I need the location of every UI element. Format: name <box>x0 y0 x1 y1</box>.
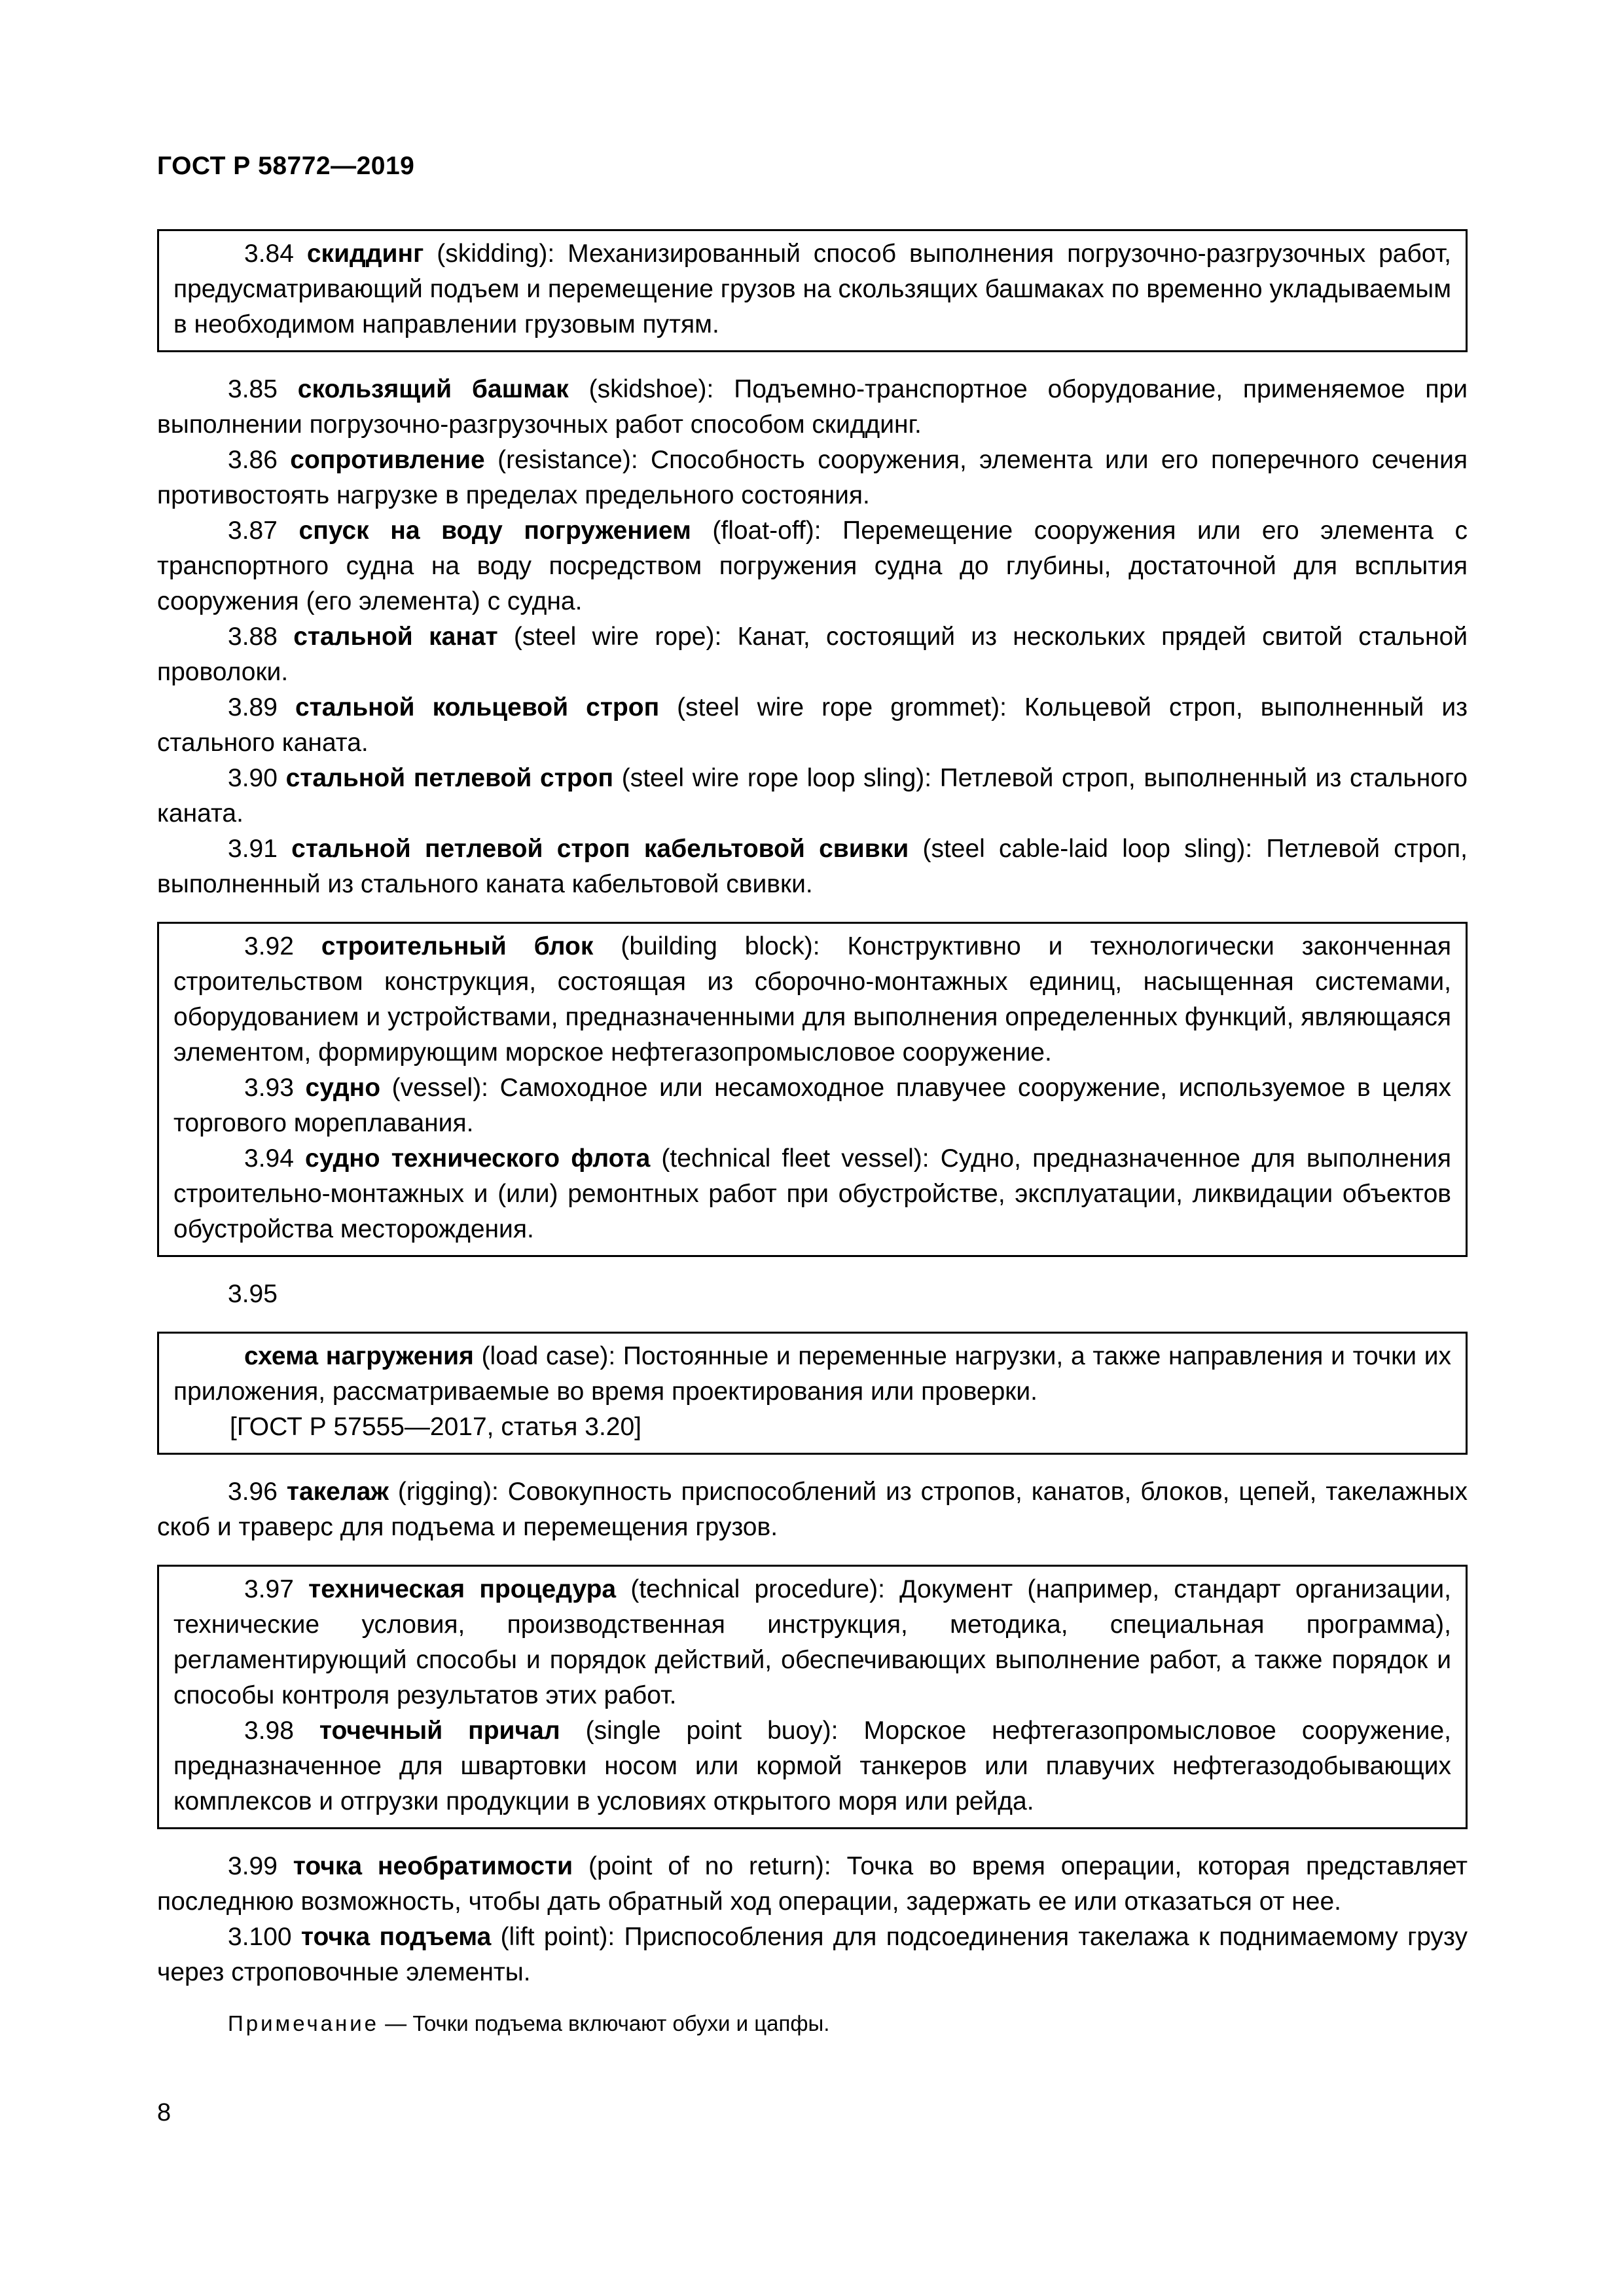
term-title: сопротивление <box>290 446 485 474</box>
term-3-95-number: 3.95 <box>228 1280 278 1308</box>
plain-block-399-3100 <box>157 1849 1468 2039</box>
framed-block-392-394 <box>157 922 1468 1257</box>
term-title: скиддинг <box>306 240 424 268</box>
term-definition: (point of no return): Точка во время операции, которая представляет последнюю возможность, чтобы дать обратный ход операции, задержать ее или отказаться от нее. <box>157 1852 1468 1916</box>
term-3-100 <box>157 1920 1468 1990</box>
term-number: 3.92 <box>244 932 294 960</box>
term-3-95 <box>173 1339 1451 1410</box>
plain-block-396 <box>157 1474 1468 1545</box>
term-definition: (resistance): Способность сооружения, элемента или его поперечного сечения противостоять нагрузке в пределах предельного состояния. <box>157 446 1468 509</box>
term-number: 3.88 <box>228 623 278 651</box>
term-definition: (technical fleet vessel): Судно, предназначенное для выполнения строительно-монтажных и (или) ремонтных работ при обустройстве, эксплуатации, ликвидации объектов обустройства месторождения. <box>173 1144 1451 1243</box>
framed-block-395 <box>157 1332 1468 1455</box>
term-number: 3.84 <box>244 240 294 268</box>
term-number: 3.99 <box>228 1852 278 1880</box>
document-header: ГОСТ Р 58772—2019 <box>157 152 415 180</box>
framed-block-384 <box>157 229 1468 352</box>
term-definition: (steel wire rope loop sling): Петлевой строп, выполненный из стального каната. <box>157 764 1468 828</box>
term-title: точка необратимости <box>293 1852 573 1880</box>
term-3-86 <box>157 443 1468 513</box>
term-definition: (skidshoe): Подъемно-транспортное оборудование, применяемое при выполнении погрузочно-разгрузочных работ способом скиддинг. <box>157 375 1468 439</box>
term-number: 3.94 <box>244 1144 294 1173</box>
term-definition: (steel wire rope grommet): Кольцевой строп, выполненный из стального каната. <box>157 693 1468 757</box>
term-number: 3.89 <box>228 693 278 721</box>
term-reference: [ГОСТ Р 57555—2017, статья 3.20] <box>230 1413 641 1441</box>
note-label: Примечание <box>228 2011 380 2035</box>
term-3-96 <box>157 1474 1468 1545</box>
term-title: стальной петлевой строп <box>285 764 614 792</box>
term-3-89 <box>157 690 1468 761</box>
term-title: такелаж <box>286 1478 389 1506</box>
term-title: стальной петлевой строп кабельтовой свивки <box>291 835 909 863</box>
term-title: схема нагружения <box>244 1342 474 1370</box>
note <box>157 2009 1468 2039</box>
term-definition: (rigging): Совокупность приспособлений из стропов, канатов, блоков, цепей, такелажных скоб и траверс для подъема и перемещения грузов. <box>157 1478 1468 1541</box>
term-definition: (technical procedure): Документ (например, стандарт организации, технические условия, производственная инструкция, методика, специальная программа), регламентирующий способы и порядок действий, обеспечивающих выполнение работ, а также порядок и способы контроля результатов этих работ. <box>173 1575 1452 1709</box>
term-number: 3.91 <box>228 835 278 863</box>
term-number: 3.93 <box>244 1074 294 1102</box>
term-3-92 <box>173 929 1451 1070</box>
term-definition: (float-off): Перемещение сооружения или его элемента с транспортного судна на воду посредством погружения судна до глубины, достаточной для всплытия сооружения (его элемента) с судна. <box>157 517 1468 615</box>
term-title: стальной канат <box>293 623 498 651</box>
term-definition: (steel wire rope): Канат, состоящий из нескольких прядей свитой стальной проволоки. <box>157 623 1468 686</box>
term-3-84 <box>173 236 1451 342</box>
term-number: 3.85 <box>228 375 278 403</box>
term-number: 3.96 <box>228 1478 278 1506</box>
term-number: 3.87 <box>228 517 278 545</box>
page-number: 8 <box>157 2099 171 2126</box>
term-title: строительный блок <box>321 932 594 960</box>
term-number: 3.86 <box>228 446 278 474</box>
term-definition: (steel cable-laid loop sling): Петлевой строп, выполненный из стального каната кабельтовой свивки. <box>157 835 1468 898</box>
term-title: спуск на воду погружением <box>298 517 691 545</box>
term-title: точечный причал <box>319 1717 560 1745</box>
term-definition: (lift point): Приспособления для подсоединения такелажа к поднимаемому грузу через строповочные элементы. <box>157 1923 1468 1986</box>
term-definition: (building block): Конструктивно и технологически законченная строительством конструкция, состоящая из сборочно-монтажных единиц, насыщенная системами, оборудованием и устройствами, предназначенными для выполнения определенных функций, являющаяся элементом, формирующим морское нефтегазопромысловое сооружение. <box>173 932 1451 1066</box>
note-text: — Точки подъема включают обухи и цапфы. <box>379 2011 830 2035</box>
term-3-90 <box>157 761 1468 831</box>
term-definition: (skidding): Механизированный способ выполнения погрузочно-разгрузочных работ, предусматривающий подъем и перемещение грузов на скользящих башмаках по временно укладываемым в необходимом направлении грузовым путям. <box>173 240 1451 338</box>
term-3-99 <box>157 1849 1468 1920</box>
term-3-97 <box>173 1572 1451 1713</box>
document-content <box>157 229 1468 2039</box>
term-3-94 <box>173 1141 1451 1247</box>
term-title: точка подъема <box>300 1923 492 1951</box>
plain-block-385-391 <box>157 372 1468 902</box>
term-title: техническая процедура <box>308 1575 617 1603</box>
term-number: 3.97 <box>244 1575 294 1603</box>
term-title: судно <box>305 1074 381 1102</box>
term-3-93 <box>173 1070 1451 1141</box>
term-definition: (load case): Постоянные и переменные нагрузки, а также направления и точки их приложения, рассматриваемые во время проектирования или проверки. <box>173 1342 1451 1406</box>
term-title: скользящий башмак <box>297 375 569 403</box>
term-title: судно технического флота <box>305 1144 651 1173</box>
term-definition: (single point buoy): Морское нефтегазопромысловое сооружение, предназначенное для швартовки носом или кормой танкеров или плавучих нефтегазодобывающих комплексов и отгрузки продукции в условиях открытого моря или рейда. <box>173 1717 1451 1815</box>
framed-block-397-398 <box>157 1565 1468 1829</box>
term-3-91 <box>157 831 1468 902</box>
term-3-88 <box>157 619 1468 690</box>
term-number: 3.100 <box>228 1923 292 1951</box>
term-number: 3.90 <box>228 764 278 792</box>
term-3-85 <box>157 372 1468 443</box>
term-definition: (vessel): Самоходное или несамоходное плавучее сооружение, используемое в целях торгового мореплавания. <box>173 1074 1451 1137</box>
term-3-98 <box>173 1713 1451 1819</box>
term-title: стальной кольцевой строп <box>295 693 660 721</box>
term-3-87 <box>157 513 1468 619</box>
term-number: 3.98 <box>244 1717 294 1745</box>
